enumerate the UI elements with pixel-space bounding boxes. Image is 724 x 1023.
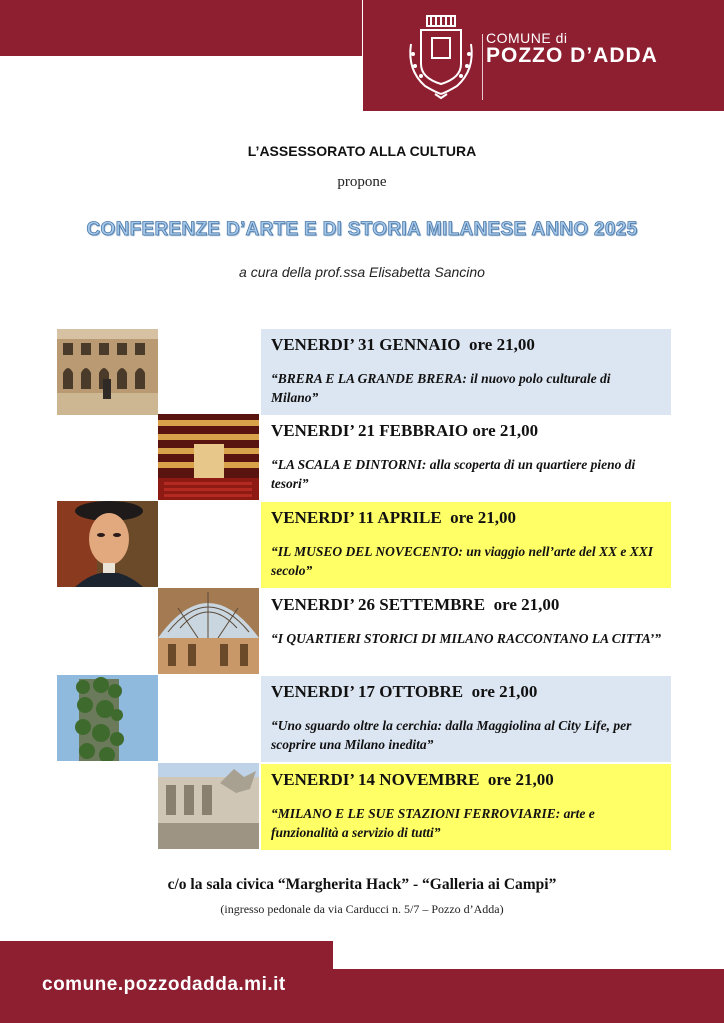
- la-scala-theatre-image: [158, 414, 259, 500]
- website-link[interactable]: comune.pozzodadda.mi.it: [42, 974, 286, 995]
- event-description: “LA SCALA E DINTORNI: alla scoperta di un quartiere pieno di tesori”: [271, 457, 636, 491]
- event-time: ore 21,00: [471, 682, 538, 701]
- event-card-6: [261, 764, 671, 850]
- event-time: ore 21,00: [469, 335, 535, 354]
- brand-title: POZZO D’ADDA: [486, 44, 658, 67]
- event-time: ore 21,00: [493, 595, 560, 614]
- event-date: VENERDI’ 17 OTTOBRE: [271, 682, 464, 701]
- event-time: ore 21,00: [472, 421, 539, 440]
- event-description: “Uno sguardo oltre la cerchia: dalla Maggiolina al City Life, per scoprire una Milano inedita”: [271, 718, 632, 752]
- event-description: “IL MUSEO DEL NOVECENTO: un viaggio nell’arte del XX e XXI secolo”: [271, 544, 654, 578]
- event-date: VENERDI’ 14 NOVEMBRE: [271, 770, 480, 789]
- municipal-crest-icon: [405, 14, 477, 100]
- modigliani-portrait-image: [57, 501, 158, 587]
- header-band-left: [0, 0, 362, 56]
- brand-divider: [482, 34, 483, 100]
- brera-courtyard-image: [57, 329, 158, 415]
- event-date: VENERDI’ 11 APRILE: [271, 508, 442, 527]
- assessorato-heading: L’ASSESSORATO ALLA CULTURA: [247, 143, 477, 159]
- brand-line1: COMUNE di: [486, 30, 568, 46]
- event-date: VENERDI’ 21 FEBBRAIO: [271, 421, 469, 440]
- entrance-text: (ingresso pedonale da via Carducci n. 5/7 – Pozzo d’Adda): [220, 902, 504, 916]
- curator-text: a cura della prof.ssa Elisabetta Sancino: [239, 264, 485, 280]
- event-card-4: [261, 589, 671, 675]
- galleria-dome-image: [158, 588, 259, 674]
- event-description: “MILANO E LE SUE STAZIONI FERROVIARIE: arte e funzionalità a servizio di tutti”: [271, 806, 595, 840]
- bosco-verticale-image: [57, 675, 158, 761]
- venue-text: c/o la sala civica “Margherita Hack” - “Galleria ai Campi”: [167, 876, 557, 893]
- event-card-3: [261, 502, 671, 588]
- event-date: VENERDI’ 31 GENNAIO: [271, 335, 461, 354]
- footer-band-right: [333, 969, 724, 1023]
- event-date: VENERDI’ 26 SETTEMBRE: [271, 595, 486, 614]
- event-card-1: [261, 329, 671, 415]
- main-title: CONFERENZE D’ARTE E DI STORIA MILANESE ANNO 2025: [86, 219, 638, 240]
- event-card-2: [261, 415, 671, 501]
- propone-text: propone: [337, 174, 387, 190]
- event-time: ore 21,00: [450, 508, 516, 527]
- event-description: “I QUARTIERI STORICI DI MILANO RACCONTANO LA CITTA’”: [271, 631, 661, 646]
- central-station-image: [158, 763, 259, 849]
- event-time: ore 21,00: [487, 770, 554, 789]
- event-card-5: [261, 676, 671, 762]
- event-description: “BRERA E LA GRANDE BRERA: il nuovo polo culturale di Milano”: [271, 371, 611, 405]
